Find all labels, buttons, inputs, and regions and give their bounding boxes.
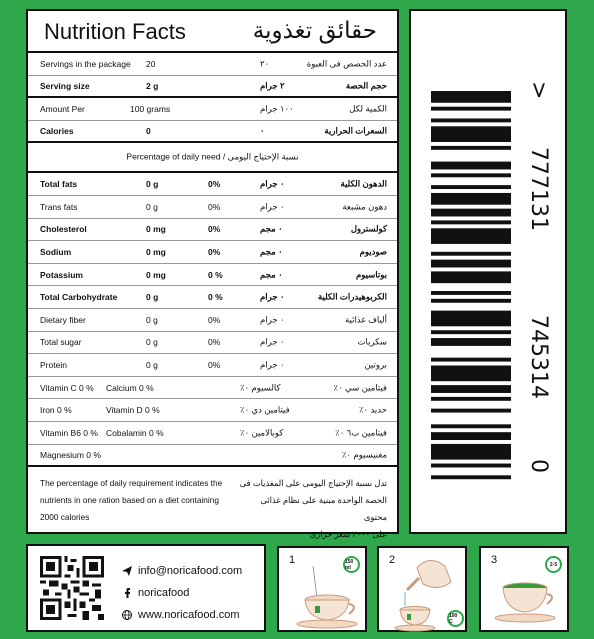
vitamin-row [28,445,397,468]
amount-per-row [28,98,397,121]
servings-value-ar: ٢٠ [260,58,270,69]
amount-per-label-ar: الكمية لكل [349,103,387,114]
nutrient-name-ar: دهون مشبعة [342,201,387,212]
daily-need-header [28,143,397,173]
nutrient-percent: 0% [208,224,221,235]
title-row [28,11,397,53]
calories-label-ar: السعرات الحرارية [324,125,387,136]
barcode-bar [431,311,511,327]
daily-need-label: Percentage of daily need / نسبة الإحتياج اليومى [126,151,299,162]
barcode-digits-group: 777131 [526,147,551,231]
contact-panel [26,544,266,632]
nutrient-quantity-ar: ٠ جرام [260,314,285,325]
barcode-bar [431,220,511,224]
title-arabic: حقائق تغذوية [252,17,377,43]
barcode-bar [431,162,511,170]
facebook-icon [122,588,132,598]
nutrient-name: Trans fats [40,201,78,212]
amount-per-value: 100 grams [130,103,171,114]
nutrient-name: Sodium [40,246,72,257]
barcode-bar [431,338,511,346]
barcode-bar [431,118,511,122]
barcode-bar [431,107,511,111]
nutrient-percent: 0% [208,337,221,348]
barcode-digits-group: 745314 [526,315,551,399]
barcode-bar [431,299,511,303]
barcode-digits [526,75,559,495]
barcode-bar [431,271,511,283]
calories-value: 0 [146,126,151,137]
vitamin-left: Magnesium 0 % [40,449,101,460]
footnote-ar-line: تدل نسبة الإحتياج اليومى على المغذيات فى [239,478,387,489]
nutrient-quantity-ar: ٠ مجم [260,246,283,257]
barcode-bar [431,475,511,479]
servings-row [28,53,397,76]
nutrient-row [28,264,397,287]
nutrient-quantity: 0 g [146,314,158,325]
footnote [28,467,397,540]
vitamin-right-ar: فيتامين ب٦ ٠٪ [335,427,387,438]
nutrient-quantity: 0 g [146,292,159,303]
nutrient-quantity: 0 g [146,337,158,348]
nutrient-name-ar: ألياف غذائية [344,314,387,325]
amount-per-value-ar: ١٠٠ جرام [260,103,294,114]
barcode-digits-group: 0 [526,459,551,473]
barcode-bar [431,385,511,393]
nutrient-name-ar: كولسترول [350,223,387,234]
barcode-bar [431,366,511,382]
cup-with-teabag-icon [279,548,369,634]
footnote-ar-line: على ٢٠٠٠ سعر حرارى [309,529,387,540]
footnote-ar-line: الحصة الواحدة مبنية على نظام غذائى محتوى [260,495,387,523]
barcode-bar [431,228,511,244]
nutrient-percent: 0% [208,359,221,370]
vitamin-right-ar: حديد ٠٪ [358,404,387,415]
barcode-arrow: > [526,81,551,100]
nutrient-row [28,241,397,264]
nutrient-name-ar: الدهون الكلية [340,178,387,189]
vitamin-middle-ar: كالسيوم ٠٪ [240,382,281,393]
globe-icon [122,610,132,620]
vitamin-middle-ar: فيتامين دي ٠٪ [240,404,290,415]
barcode-bars [431,91,511,491]
nutrient-row [28,173,397,196]
nutrient-name: Total fats [40,179,78,190]
servings-value: 20 [146,58,156,69]
nutrient-percent: 0 % [208,292,223,303]
kettle-pouring-icon [379,548,469,634]
nutrient-quantity: 0 g [146,359,158,370]
nutrient-percent: 0 % [208,269,223,280]
barcode-bar [431,358,511,362]
serving-size-value-ar: ٢ جرام [260,80,285,91]
nutrient-percent: 0% [208,314,221,325]
footnote-en-line: The percentage of daily requirement indicates the [40,478,223,489]
nutrient-quantity: 0 mg [146,246,166,257]
nutrient-name-ar: بروتين [364,359,387,370]
email-link[interactable]: info@noricafood.com [138,565,243,577]
vitamin-right-ar: مغنيسيوم ٠٪ [341,449,387,460]
step-1-panel [277,546,367,632]
barcode-bar [431,432,511,440]
barcode-bar [431,146,511,150]
nutrient-name: Total Carbohydrate [40,292,118,303]
nutrient-name: Potassium [40,269,83,280]
step-number: 2 [389,554,396,566]
barcode-bar [431,330,511,334]
nutrient-row [28,309,397,332]
nutrient-table [28,173,397,376]
cup-of-tea-icon [481,548,571,634]
nutrient-name: Protein [40,359,67,370]
volume-badge: 150 ml [343,556,360,573]
nutrient-quantity-ar: ٠ جرام [260,201,285,212]
nutrient-quantity: 0 mg [146,224,166,235]
vitamin-left: Vitamin C 0 % [40,382,94,393]
facebook-link[interactable]: noricafood [138,587,190,599]
servings-label-ar: عدد الحصص فى العبوة [306,58,387,69]
barcode-bar [431,209,511,217]
footnote-arabic [237,475,387,543]
barcode-bar [431,291,511,295]
email-line[interactable] [122,560,242,582]
footnote-en-line: nutrients in one ration based on a diet containing [40,495,219,506]
title-english: Nutrition Facts [44,19,186,44]
footnote-english [40,475,240,526]
step-number: 3 [491,554,498,566]
nutrient-name-ar: صوديوم [359,246,387,257]
nutrient-percent: 0% [208,201,221,212]
amount-per-label: Amount Per [40,103,85,114]
barcode-bar [431,444,511,460]
calories-value-ar: ٠ [260,125,265,136]
barcode-bar [431,126,511,142]
servings-label: Servings in the package [40,58,131,69]
vitamin-right-ar: فيتامين سي ٠٪ [333,382,387,393]
nutrient-name: Dietary fiber [40,314,86,325]
nutrient-percent: 0% [208,246,221,257]
vitamin-left: Vitamin B6 0 % [40,427,98,438]
qr-code[interactable] [40,556,104,620]
vitamin-middle: Calcium 0 % [106,382,154,393]
vitamin-table [28,377,397,467]
barcode-panel [409,9,567,534]
nutrient-quantity-ar: ٠ مجم [260,223,283,234]
vitamin-row [28,422,397,445]
barcode-bar [431,397,511,401]
nutrient-name: Cholesterol [40,224,87,235]
nutrient-row [28,219,397,242]
vitamin-row [28,377,397,400]
time-badge: 2-5 [545,556,562,573]
step-number: 1 [289,554,296,566]
send-icon [122,566,132,576]
vitamin-row [28,399,397,422]
calories-row [28,121,397,144]
vitamin-middle: Vitamin D 0 % [106,405,160,416]
nutrient-row [28,332,397,355]
nutrient-quantity-ar: ٠ جرام [260,336,285,347]
nutrient-quantity: 0 g [146,179,159,190]
nutrient-name-ar: الكربوهيدرات الكلية [317,291,387,302]
nutrient-quantity-ar: ٠ جرام [260,178,285,189]
barcode-bar [431,409,511,413]
nutrient-quantity-ar: ٠ جرام [260,359,285,370]
vitamin-middle-ar: كوبالامين ٠٪ [240,427,284,438]
nutrient-quantity-ar: ٠ جرام [260,291,285,302]
barcode-bar [431,185,511,189]
temperature-badge: 100 C [447,610,464,627]
vitamin-middle: Cobalamin 0 % [106,427,164,438]
serving-size-value: 2 g [146,80,159,91]
barcode-bar [431,260,511,268]
nutrient-quantity: 0 mg [146,269,166,280]
nutrient-row [28,354,397,377]
nutrient-name: Total sugar [40,337,82,348]
nutrient-quantity-ar: ٠ مجم [260,269,283,280]
nutrient-row [28,286,397,309]
barcode-bar [431,173,511,177]
nutrient-quantity: 0 g [146,201,158,212]
nutrient-row [28,196,397,219]
nutrient-name-ar: سكريات [357,336,387,347]
facebook-line[interactable] [122,582,242,604]
nutrient-name-ar: بوتاسيوم [355,269,387,280]
vitamin-left: Iron 0 % [40,405,72,416]
calories-label: Calories [40,126,74,137]
nutrient-percent: 0% [208,179,221,190]
footnote-en-line: 2000 calories [40,512,90,523]
barcode-bar [431,193,511,205]
nutrition-facts-panel [26,9,399,540]
website-line[interactable] [122,604,242,626]
barcode-bar [431,464,511,468]
barcode-bar [431,424,511,428]
contact-list [122,560,242,626]
barcode-bar [431,252,511,256]
website-link[interactable]: www.noricafood.com [138,609,240,621]
step-2-panel [377,546,467,632]
serving-size-label: Serving size [40,80,90,91]
serving-size-row [28,76,397,99]
step-3-panel [479,546,569,632]
barcode-bar [431,91,511,103]
serving-size-label-ar: حجم الحصة [345,80,387,91]
